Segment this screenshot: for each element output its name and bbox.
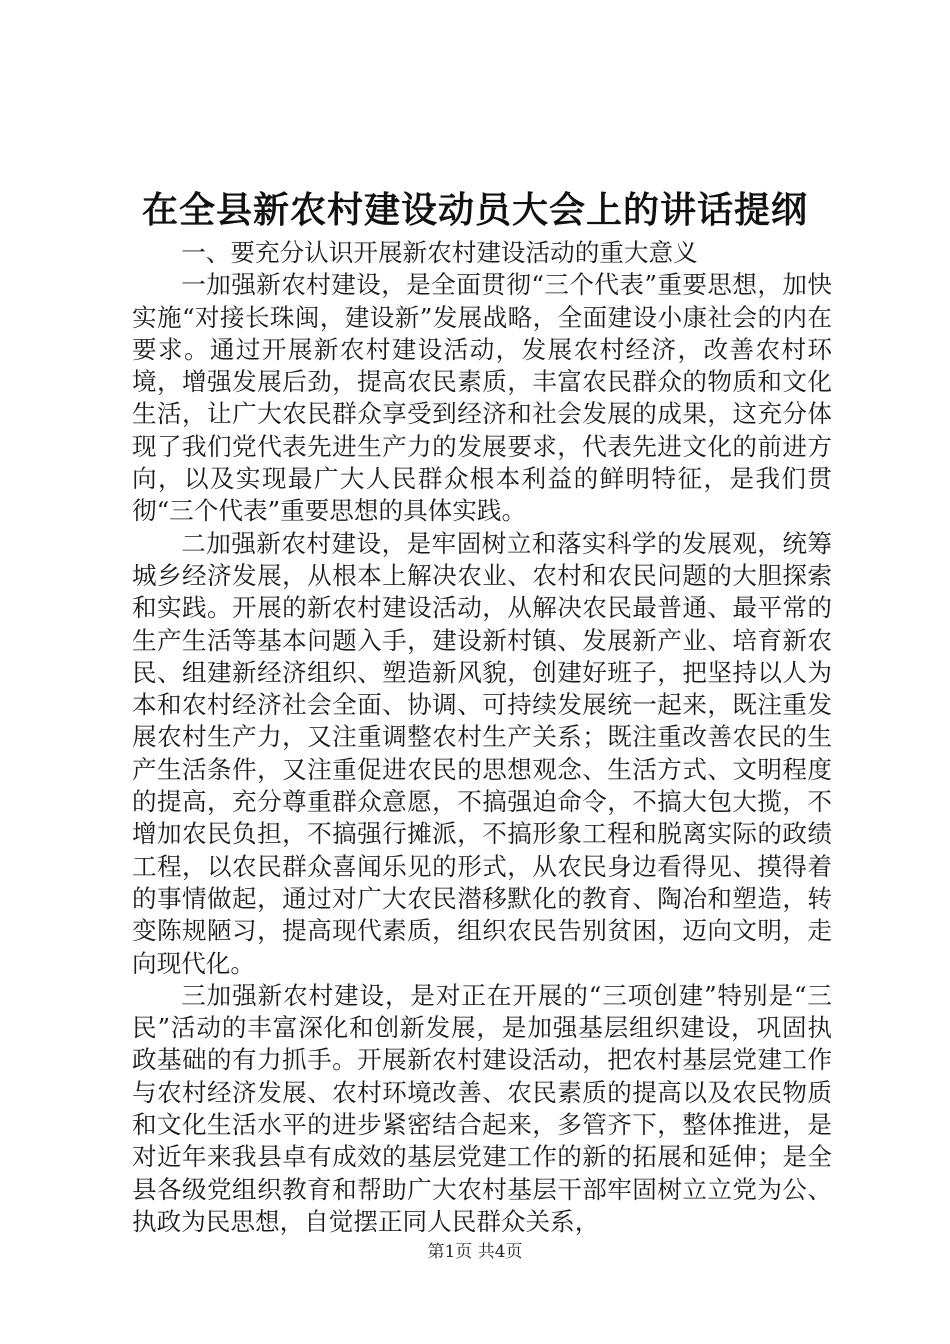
- section-heading: 一、要充分认识开展新农村建设活动的重大意义: [181, 238, 698, 267]
- paragraph-2: 二加强新农村建设，是牢固树立和落实科学的发展观，统筹城乡经济发展，从根本上解决农业、农村和农民问题的大胆探索和实践。开展的新农村建设活动，从解决农民最普通、最平常的生产生活等基本问题入手，建设新村镇、发展新产业、培育新农民、组建新经济组织、塑造新风貌，创建好班子，把坚持以人为本和农村经济社会全面、协调、可持续发展统一起来，既注重发展农村生产力，又注重调整农村生产关系；既注重改善农民的生产生活条件，又注重促进农民的思想观念、生活方式、文明程度的提高，充分尊重群众意愿，不搞强迫命令，不搞大包大揽，不增加农民负担，不搞强行摊派，不搞形象工程和脱离实际的政绩工程，以农民群众喜闻乐见的形式，从农民身边看得见、摸得着的事情做起，通过对广大农民潜移默化的教育、陶冶和塑造，转变陈规陋习，提高现代素质，组织农民告别贫困，迈向文明，走向现代化。: [132, 528, 832, 978]
- paragraph-1: 一加强新农村建设，是全面贯彻“三个代表”重要思想，加快实施“对接长珠闽，建设新”发展战略，全面建设小康社会的内在要求。通过开展新农村建设活动，发展农村经济，改善农村环境，增强发展后劲，提高农民素质，丰富农民群众的物质和文化生活，让广大农民群众享受到经济和社会发展的成果，这充分体现了我们党代表先进生产力的发展要求，代表先进文化的前进方向，以及实现最广大人民群众根本利益的鲜明特征，是我们贯彻“三个代表”重要思想的具体实践。: [132, 270, 832, 526]
- document-body: [132, 237, 832, 1238]
- paragraph-3: 三加强新农村建设，是对正在开展的“三项创建”特别是“三民”活动的丰富深化和创新发展，是加强基层组织建设，巩固执政基础的有力抓手。开展新农村建设活动，把农村基层党建工作与农村经济发展、农村环境改善、农民素质的提高以及农民物质和文化生活水平的进步紧密结合起来，多管齐下，整体推进，是对近年来我县卓有成效的基层党建工作的新的拓展和延伸；是全县各级党组织教育和帮助广大农村基层干部牢固树立立党为公、执政为民思想，自觉摆正同人民群众关系，: [132, 980, 832, 1236]
- page-footer: 第1页 共4页: [427, 1242, 523, 1262]
- document-title: 在全县新农村建设动员大会上的讲话提纲: [141, 189, 808, 231]
